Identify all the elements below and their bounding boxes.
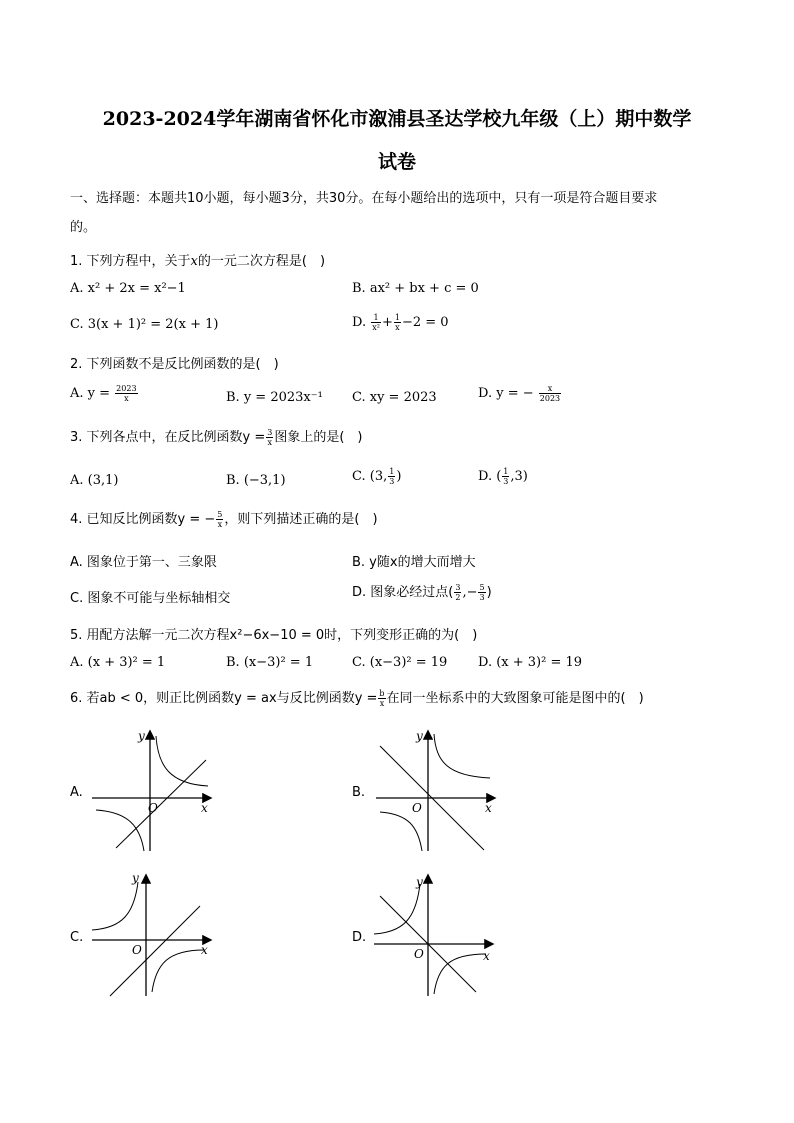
fraction: $\frac{x}{2023}$	[539, 384, 561, 403]
linear-graph	[116, 760, 206, 848]
question-6-stem: 6. 若ab < 0，则正比例函数y = ax与反比例函数y = $\frac{b}{x}$ 在同一坐标系中的大致图象可能是图中的( )	[70, 689, 644, 708]
fraction: $\frac{1}{\text{x²}}$	[372, 313, 380, 332]
fraction: $\frac{1}{3}$	[389, 467, 395, 486]
hyperbola-branch	[434, 954, 486, 994]
x-axis-label: x	[201, 801, 208, 815]
question-4-option-b: B. y随x的增大而增大	[352, 555, 476, 570]
y-axis-label: y	[138, 729, 145, 743]
question-5-option-d: D. (x + 3)² = 19	[478, 655, 583, 670]
question-1-option-a: A. x² + 2x = x²−1	[70, 281, 186, 296]
origin-label: O	[412, 801, 422, 815]
graph-d	[370, 870, 500, 1000]
hyperbola-branch	[374, 884, 420, 934]
question-1-stem: 1. 下列方程中，关于x的一元二次方程是( )	[70, 254, 326, 269]
exam-title-line2: 试卷	[377, 151, 416, 173]
fraction: $\frac{3}{x}$	[267, 428, 273, 447]
question-5-option-b: B. (x−3)² = 1	[226, 655, 314, 670]
question-3-option-c: C. (3, $\frac{1}{3}$ )	[352, 467, 402, 486]
fraction: $\frac{2023}{x}$	[116, 384, 137, 403]
x-axis-label: x	[485, 801, 492, 815]
fraction: $\frac{5}{x}$	[217, 510, 223, 529]
question-3-option-a: A. (3,1)	[70, 473, 119, 488]
question-4-option-d: D. 图象必经过点( $\frac{3}{2}$ ,− $\frac{5}{3}$ )	[352, 583, 492, 602]
y-axis-label: y	[416, 875, 423, 889]
question-2-stem: 2. 下列函数不是反比例函数的是( )	[70, 357, 279, 372]
question-3-option-d: D. ( $\frac{1}{3}$ ,3)	[478, 467, 528, 486]
question-2-option-d: D. y = − $\frac{x}{2023}$	[478, 384, 561, 403]
fraction: $\frac{5}{3}$	[479, 583, 485, 602]
question-4-stem: 4. 已知反比例函数y = − $\frac{5}{x}$ ，则下列描述正确的是( )	[70, 510, 378, 529]
question-2-option-c: C. xy = 2023	[352, 390, 437, 405]
hyperbola-branch	[96, 810, 144, 851]
section-instruction-line1: 一、选择题：本题共10小题，每小题3分，共30分。在每小题给出的选项中，只有一项是符合题目要求	[70, 191, 658, 206]
hyperbola-branch	[152, 950, 204, 992]
question-4-option-c: C. 图象不可能与坐标轴相交	[70, 591, 231, 606]
question-3-option-b: B. (−3,1)	[226, 473, 286, 488]
graph-label-b: B.	[352, 785, 366, 800]
graph-label-a: A.	[70, 785, 83, 800]
question-2-option-a: A. y = $\frac{2023}{x}$	[70, 384, 137, 403]
question-5-option-c: C. (x−3)² = 19	[352, 655, 448, 670]
fraction: $\frac{b}{x}$	[379, 689, 385, 708]
graph-label-c: C.	[70, 930, 84, 945]
graph-label-d: D.	[352, 930, 367, 945]
question-5-stem: 5. 用配方法解一元二次方程x²−6x−10 = 0时，下列变形正确的为( )	[70, 628, 478, 643]
origin-label: O	[132, 943, 142, 957]
hyperbola-branch	[156, 736, 208, 786]
graph-b	[372, 726, 502, 854]
hyperbola-branch	[434, 734, 490, 778]
question-1-option-d: D. $\frac{1}{\text{x²}}$ + $\frac{1}{x}$ −2 = 0	[352, 313, 449, 332]
graph-c	[88, 870, 218, 1000]
y-axis-label: y	[132, 871, 139, 885]
hyperbola-branch	[380, 812, 422, 851]
origin-label: O	[414, 947, 424, 961]
question-4-option-a: A. 图象位于第一、三象限	[70, 555, 217, 570]
question-3-stem: 3. 下列各点中，在反比例函数y = $\frac{3}{x}$ 图象上的是( )	[70, 428, 363, 447]
origin-label: O	[148, 801, 158, 815]
fraction: $\frac{1}{x}$	[394, 313, 400, 332]
x-axis-label: x	[201, 943, 208, 957]
exam-title-line1: 2023-2024学年湖南省怀化市溆浦县圣达学校九年级（上）期中数学	[102, 108, 692, 130]
fraction: $\frac{3}{2}$	[455, 583, 461, 602]
section-instruction-line2: 的。	[70, 220, 97, 235]
x-axis-label: x	[483, 949, 490, 963]
y-axis-label: y	[416, 729, 423, 743]
question-1-option-b: B. ax² + bx + c = 0	[352, 281, 479, 296]
fraction: $\frac{1}{3}$	[503, 467, 509, 486]
question-1-option-c: C. 3(x + 1)² = 2(x + 1)	[70, 317, 219, 332]
hyperbola-branch	[92, 882, 138, 930]
question-5-option-a: A. (x + 3)² = 1	[70, 655, 166, 670]
question-2-option-b: B. y = 2023x⁻¹	[226, 390, 323, 405]
graph-a	[88, 726, 218, 854]
